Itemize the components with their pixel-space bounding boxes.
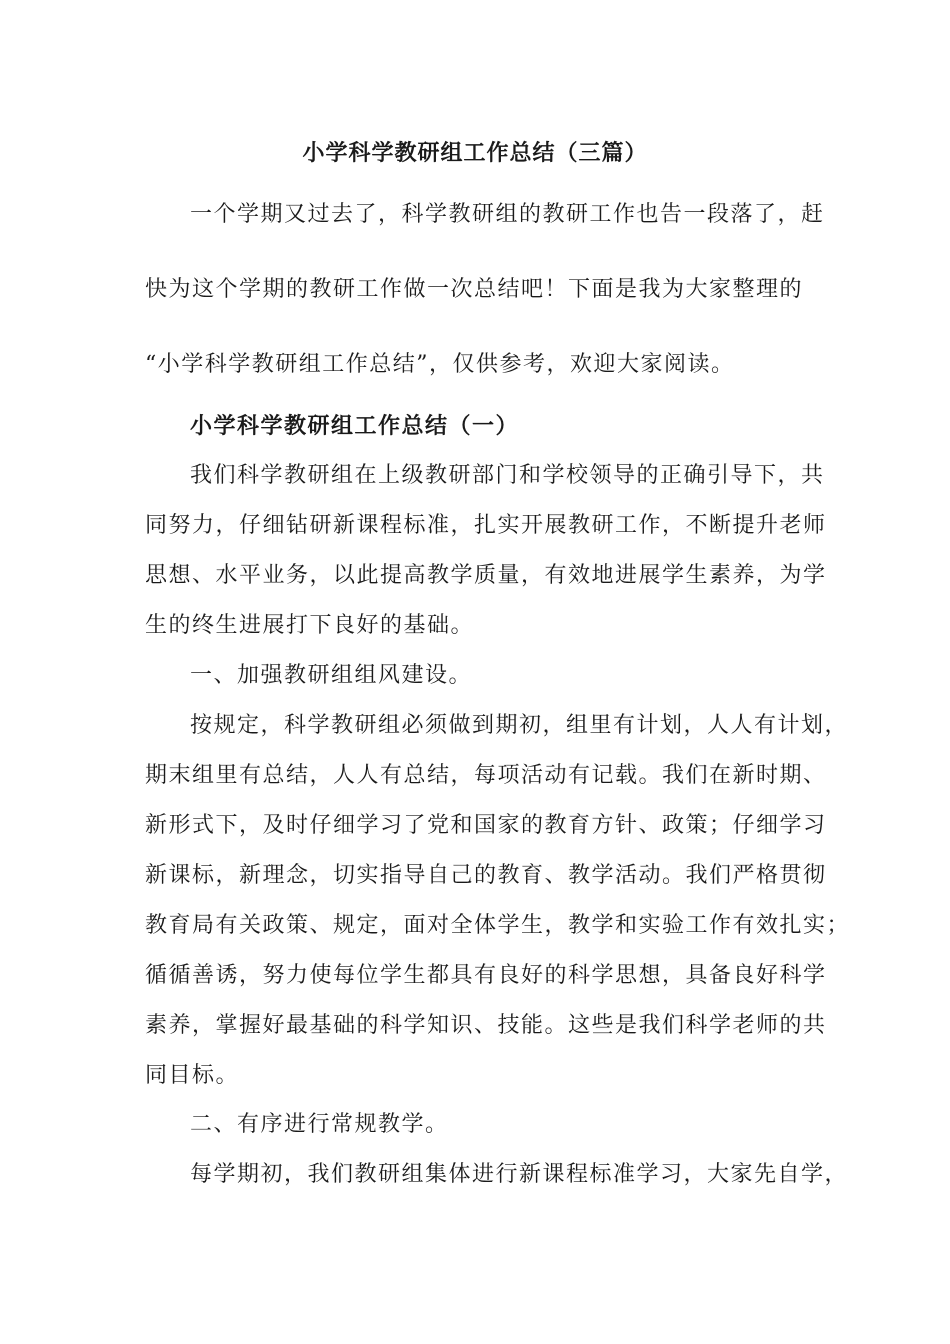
intro-line-2: 快为这个学期的教研工作做一次总结吧！下面是我为大家整理的 [145, 277, 804, 302]
para2-line-1: 按规定，科学教研组必须做到期初，组里有计划，人人有计划， [190, 713, 849, 738]
para2-line-7: 素养，掌握好最基础的科学知识、技能。这些是我们科学老师的共 [145, 1013, 827, 1038]
para1-line-2: 同努力，仔细钻研新课程标准，扎实开展教研工作，不断提升老师 [145, 513, 827, 538]
para2-line-6: 循循善诱，努力使每位学生都具有良好的科学思想，具备良好科学 [145, 963, 827, 988]
para1-line-1: 我们科学教研组在上级教研部门和学校领导的正确引导下，共 [190, 463, 825, 488]
point-2-heading: 二、有序进行常规教学。 [190, 1112, 449, 1137]
para2-line-4: 新课标，新理念，切实指导自己的教育、教学活动。我们严格贯彻 [145, 863, 827, 888]
document-title: 小学科学教研组工作总结（三篇） [302, 140, 648, 166]
para1-line-4: 生的终生进展打下良好的基础。 [145, 613, 475, 638]
point-1-heading: 一、加强教研组组风建设。 [190, 663, 473, 688]
para2-line-8: 同目标。 [145, 1063, 240, 1088]
intro-line-1: 一个学期又过去了，科学教研组的教研工作也告一段落了，赶 [190, 202, 825, 227]
para2-line-3: 新形式下，及时仔细学习了党和国家的教育方针、政策；仔细学习 [145, 813, 827, 838]
para1-line-3: 思想、水平业务，以此提高教学质量，有效地进展学生素养，为学 [145, 563, 827, 588]
section-heading: 小学科学教研组工作总结（一） [190, 413, 520, 439]
para2-line-5: 教育局有关政策、规定，面对全体学生，教学和实验工作有效扎实； [145, 913, 851, 938]
para3-line-1: 每学期初，我们教研组集体进行新课程标准学习，大家先自学， [190, 1162, 849, 1187]
para2-line-2: 期末组里有总结，人人有总结，每项活动有记载。我们在新时期、 [145, 763, 827, 788]
intro-line-3: “小学科学教研组工作总结”，仅供参考，欢迎大家阅读。 [145, 352, 735, 377]
